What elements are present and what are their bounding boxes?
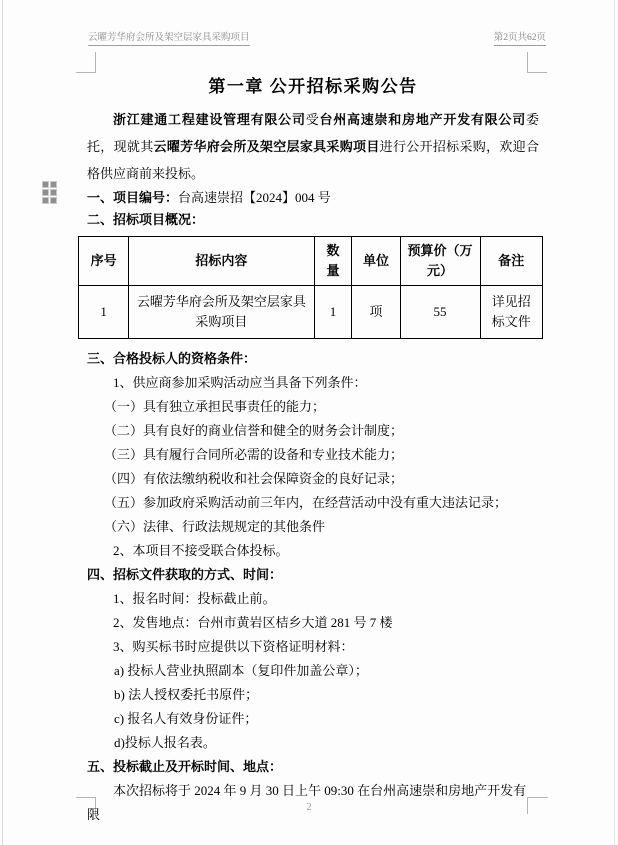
list-item: （六）法律、行政法规规定的其他条件 bbox=[104, 519, 326, 534]
section5-heading: 五、投标截止及开标时间、地点： bbox=[87, 759, 283, 774]
page-edge-left bbox=[2, 0, 3, 845]
section1-label: 一、项目编号： bbox=[87, 190, 179, 205]
crop-mark-top-left bbox=[76, 52, 96, 73]
cell-budget: 55 bbox=[400, 286, 480, 339]
intro-text-2: 委托，现就其 bbox=[87, 112, 539, 154]
section4 bbox=[87, 563, 539, 755]
section4-heading: 四、招标文件获取的方式、时间： bbox=[87, 567, 283, 582]
list-item: c) 报名人有效身份证件； bbox=[114, 711, 258, 726]
list-item: （五）参加政府采购活动前三年内，在经营活动中没有重大违法记录； bbox=[104, 495, 508, 510]
intro-text-1: 受 bbox=[305, 112, 320, 127]
header-page-info: 第2页共62页 bbox=[494, 32, 546, 46]
bid-overview-table bbox=[78, 236, 543, 339]
list-item: 3、购买标书时应提供以下资格证明材料： bbox=[113, 639, 354, 654]
col-header-remark: 备注 bbox=[480, 237, 543, 286]
cell-qty: 1 bbox=[314, 286, 352, 339]
list-item: 1、报名时间：投标截止前。 bbox=[113, 591, 276, 606]
section1-value: 台高速崇招【2024】004 号 bbox=[178, 190, 331, 205]
cell-unit: 项 bbox=[352, 286, 400, 339]
section1-line bbox=[87, 187, 539, 209]
list-item: （三）具有履行合同所必需的设备和专业技术能力； bbox=[104, 447, 404, 462]
list-item: 2、发售地点：台州市黄岩区桔乡大道 281 号 7 楼 bbox=[113, 615, 393, 630]
section3-heading: 三、合格投标人的资格条件： bbox=[87, 351, 257, 366]
col-header-budget: 预算价（万元） bbox=[400, 237, 480, 286]
intro-project-name: 云曜芳华府会所及架空层家具采购项目 bbox=[153, 139, 380, 154]
list-item: （四）有依法缴纳税收和社会保障资金的良好记录； bbox=[104, 471, 404, 486]
page-title: 第一章 公开招标采购公告 bbox=[208, 77, 418, 96]
col-header-seq: 序号 bbox=[79, 237, 129, 286]
page-footer bbox=[0, 802, 618, 813]
intro-text-3: 进行公开招标采购，欢迎合格供应商前来投标。 bbox=[87, 139, 539, 181]
intro-client-name: 台州高速崇和房地产开发有限公司 bbox=[319, 112, 526, 127]
cell-content: 云曜芳华府会所及架空层家具采购项目 bbox=[129, 286, 314, 339]
table-row bbox=[79, 286, 543, 339]
crop-mark-top-right bbox=[527, 52, 547, 73]
section3 bbox=[87, 347, 539, 563]
intro-agency-name: 浙江建通工程建设管理有限公司 bbox=[113, 112, 306, 127]
col-header-content: 招标内容 bbox=[129, 237, 314, 286]
page-edge-right bbox=[614, 0, 615, 845]
drag-handle-icon[interactable] bbox=[43, 182, 56, 203]
document-content bbox=[87, 74, 539, 827]
page-header bbox=[88, 32, 546, 46]
col-header-unit: 单位 bbox=[352, 237, 400, 286]
section2-heading: 二、招标项目概况： bbox=[87, 212, 205, 227]
intro-paragraph bbox=[87, 106, 539, 187]
list-item: b) 法人授权委托书原件； bbox=[114, 687, 259, 702]
list-item: （二）具有良好的商业信誉和健全的财务会计制度； bbox=[104, 423, 404, 438]
list-item: 2、本项目不接受联合体投标。 bbox=[113, 543, 289, 558]
col-header-qty: 数量 bbox=[314, 237, 352, 286]
cell-remark: 详见招标文件 bbox=[480, 286, 543, 339]
section5-paragraph: 本次招标将于 2024 年 9 月 30 日上午 09:30 在台州高速崇和房地产开发有限 bbox=[87, 783, 527, 822]
list-item: a) 投标人营业执照副本（复印件加盖公章）； bbox=[114, 663, 368, 678]
list-item: d)投标人报名表。 bbox=[114, 735, 216, 750]
table-header-row bbox=[79, 237, 543, 286]
page-number: 2 bbox=[306, 802, 312, 813]
list-item: （一）具有独立承担民事责任的能力； bbox=[104, 399, 326, 414]
list-item: 1、供应商参加采购活动应当具备下列条件： bbox=[113, 375, 367, 390]
cell-seq: 1 bbox=[79, 286, 129, 339]
section5 bbox=[87, 755, 539, 827]
header-project-title: 云曜芳华府会所及架空层家具采购项目 bbox=[88, 32, 250, 46]
